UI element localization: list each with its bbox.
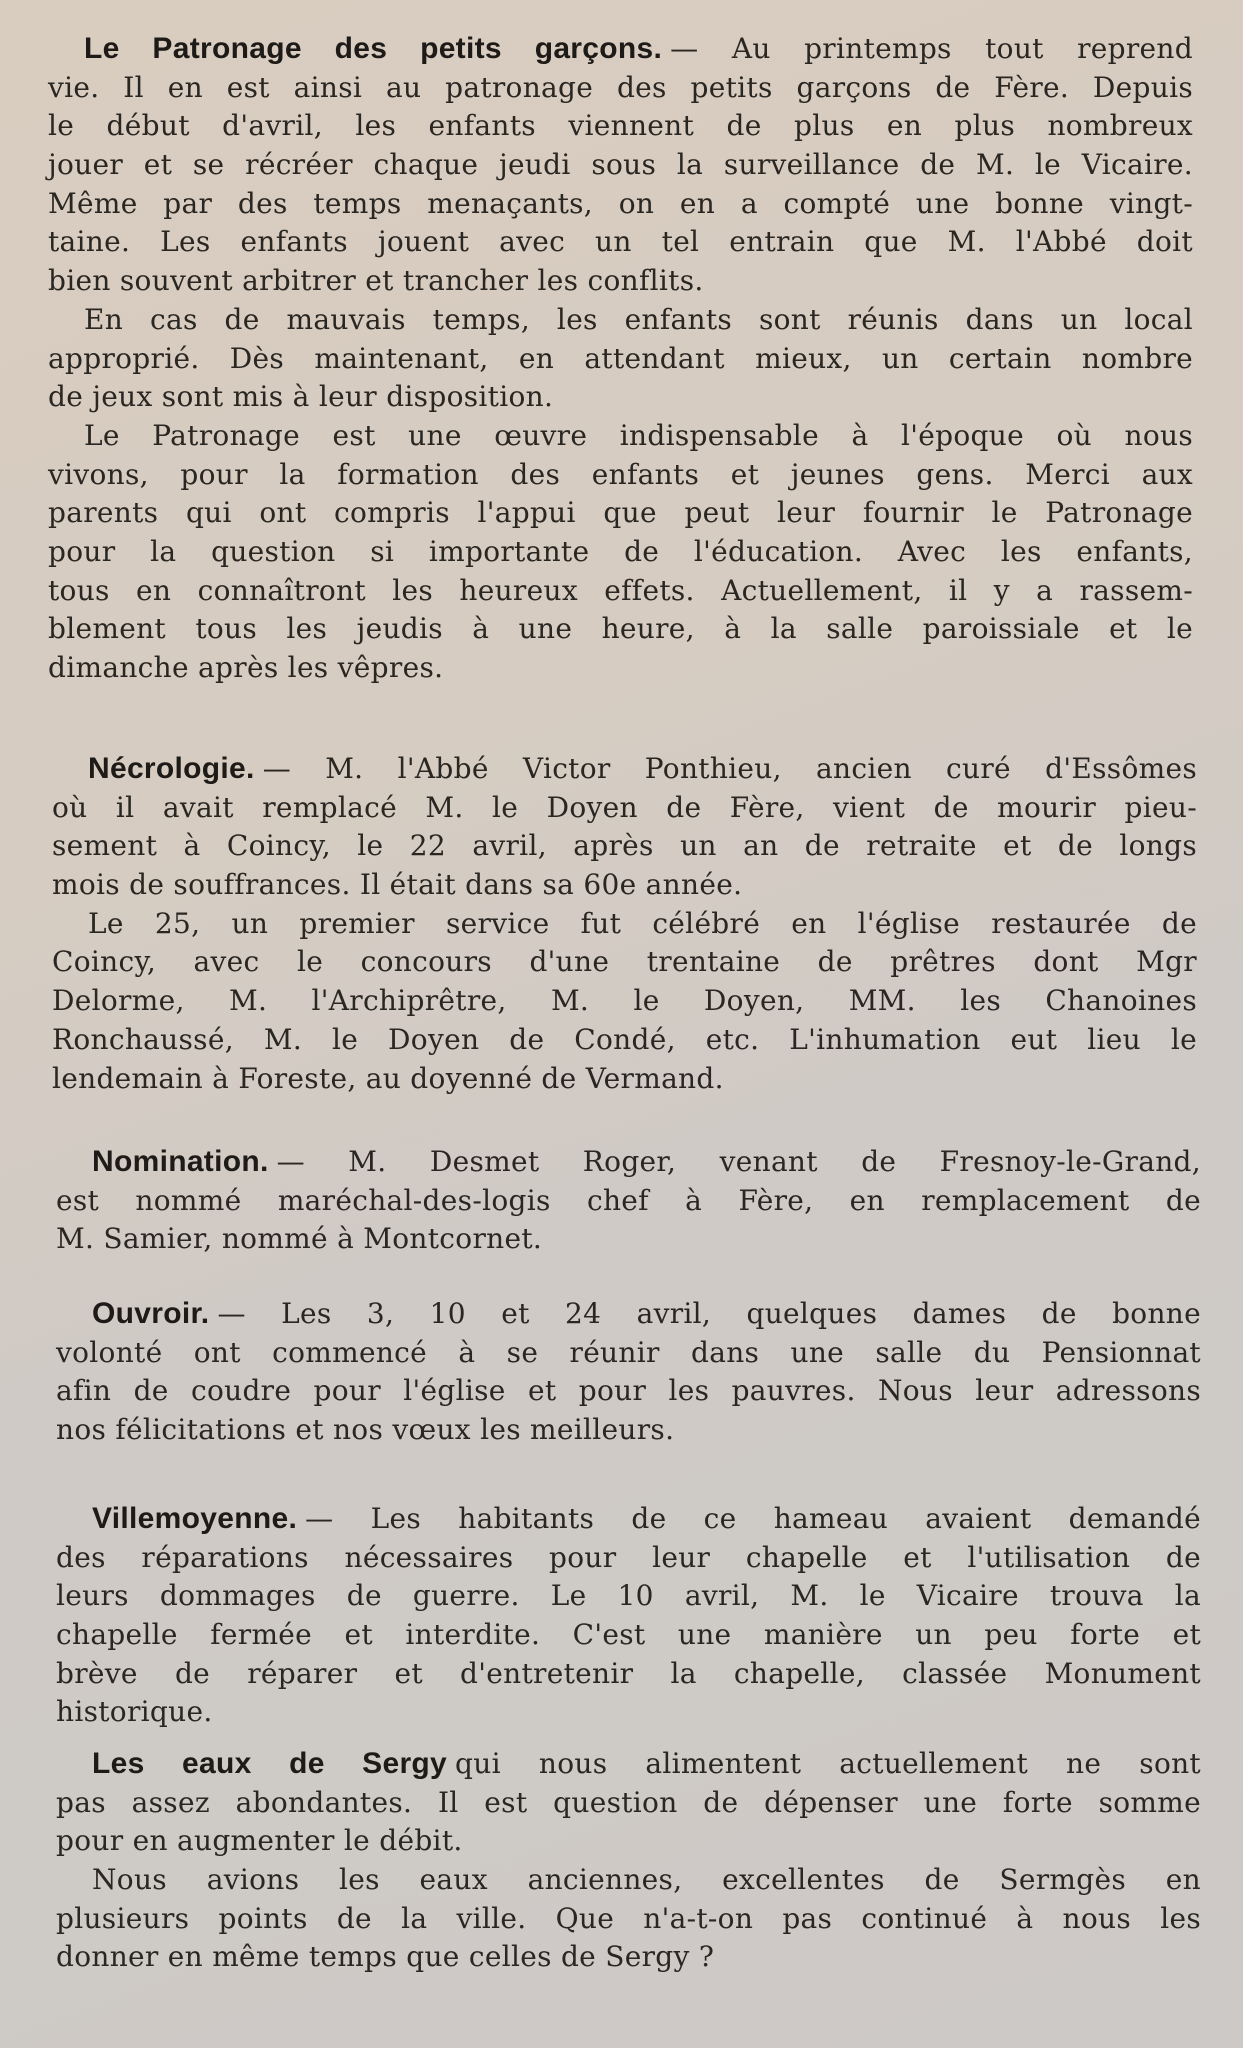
- line-text: approprié. Dès maintenant, en attendant mieux, un certain nombre: [48, 341, 1193, 375]
- text-line: [48, 572, 1193, 611]
- line-text: Même par des temps menaçants, on en a compté une bonne vingt-: [48, 186, 1193, 220]
- text-line: [52, 866, 1197, 905]
- text-line: [56, 1900, 1201, 1939]
- line-text: pour en augmenter le débit.: [56, 1824, 463, 1858]
- text-line: [56, 1500, 1201, 1539]
- line-text: lendemain à Foreste, au doyenné de Vermand.: [52, 1061, 724, 1095]
- text-line: [48, 456, 1193, 495]
- text-line: [48, 107, 1193, 146]
- line-text: — Les habitants de ce hameau avaient demandé: [305, 1502, 1201, 1535]
- section-heading: Villemoyenne.: [92, 1502, 298, 1535]
- article-section: [56, 1143, 1201, 1259]
- text-line: [52, 750, 1197, 789]
- text-line: [56, 1372, 1201, 1411]
- line-text: Ronchaussé, M. le Doyen de Condé, etc. L'inhumation eut lieu le: [52, 1022, 1197, 1056]
- line-text: de jeux sont mis à leur disposition.: [48, 380, 554, 414]
- text-line: [56, 1938, 1201, 1977]
- line-text: — M. Desmet Roger, venant de Fresnoy-le-Grand,: [276, 1145, 1201, 1178]
- line-text: où il avait remplacé M. le Doyen de Fère, vient de mourir pieu-: [52, 790, 1197, 824]
- line-text: Le 25, un premier service fut célébré en l'église restaurée de: [88, 906, 1197, 940]
- line-text: qui nous alimentent actuellement ne sont: [455, 1747, 1201, 1780]
- article-section: [56, 1295, 1201, 1450]
- line-text: brève de réparer et d'entretenir la chapelle, classée Monument: [56, 1656, 1201, 1690]
- text-line: [56, 1334, 1201, 1373]
- text-line: [56, 1143, 1201, 1182]
- line-text: mois de souffrances. Il était dans sa 60e année.: [52, 868, 743, 902]
- article-section: [56, 1745, 1201, 1977]
- text-line: [56, 1539, 1201, 1578]
- text-line: [48, 30, 1193, 69]
- line-text: En cas de mauvais temps, les enfants sont réunis dans un local: [84, 302, 1193, 336]
- line-text: dimanche après les vêpres.: [48, 651, 444, 684]
- line-text: volonté ont commencé à se réunir dans une salle du Pensionnat: [56, 1335, 1201, 1369]
- text-line: [48, 649, 1193, 688]
- text-line: [48, 533, 1193, 572]
- line-text: pas assez abondantes. Il est question de dépenser une forte somme: [56, 1785, 1201, 1819]
- section-heading: Les eaux de Sergy: [92, 1747, 448, 1780]
- text-line: [56, 1861, 1201, 1900]
- line-text: afin de coudre pour l'église et pour les pauvres. Nous leur adressons: [56, 1374, 1201, 1408]
- line-text: nos félicitations et nos vœux les meilleurs.: [56, 1413, 675, 1447]
- line-text: — Au printemps tout reprend: [670, 32, 1193, 65]
- text-line: [52, 905, 1197, 944]
- text-line: [56, 1693, 1201, 1732]
- line-text: des réparations nécessaires pour leur chapelle et l'utilisation de: [56, 1540, 1201, 1574]
- text-line: [56, 1411, 1201, 1450]
- article-section: [52, 750, 1197, 1098]
- text-line: [56, 1577, 1201, 1616]
- text-line: [56, 1822, 1201, 1861]
- line-text: Nous avions les eaux anciennes, excellentes de Sermgès en: [92, 1863, 1201, 1897]
- line-text: Coincy, avec le concours d'une trentaine de prêtres dont Mgr: [52, 945, 1197, 979]
- section-heading: Ouvroir.: [92, 1297, 210, 1330]
- text-line: [48, 340, 1193, 379]
- line-text: taine. Les enfants jouent avec un tel entrain que M. l'Abbé doit: [48, 225, 1193, 259]
- line-text: sement à Coincy, le 22 avril, après un an de retraite et de longs: [52, 829, 1197, 863]
- text-line: [56, 1295, 1201, 1334]
- article-section: [48, 30, 1193, 688]
- line-text: tous en connaîtront les heureux effets. Actuellement, il y a rassem-: [48, 573, 1193, 607]
- text-line: [48, 417, 1193, 456]
- line-text: historique.: [56, 1695, 213, 1729]
- text-line: [52, 982, 1197, 1021]
- line-text: le début d'avril, les enfants viennent de plus en plus nombreux: [48, 109, 1193, 143]
- line-text: vivons, pour la formation des enfants et jeunes gens. Merci aux: [48, 457, 1193, 491]
- line-text: bien souvent arbitrer et trancher les conflits.: [48, 264, 704, 298]
- text-line: [56, 1655, 1201, 1694]
- text-line: [52, 827, 1197, 866]
- line-text: plusieurs points de la ville. Que n'a-t-on pas continué à nous les: [56, 1901, 1201, 1935]
- line-text: M. Samier, nommé à Montcornet.: [56, 1222, 543, 1256]
- text-line: [48, 610, 1193, 649]
- text-line: [52, 789, 1197, 828]
- line-text: — M. l'Abbé Victor Ponthieu, ancien curé d'Essômes: [262, 752, 1197, 785]
- line-text: — Les 3, 10 et 24 avril, quelques dames de bonne: [217, 1297, 1201, 1330]
- text-line: [48, 185, 1193, 224]
- text-line: [48, 301, 1193, 340]
- text-line: [56, 1182, 1201, 1221]
- text-line: [52, 1021, 1197, 1060]
- text-line: [52, 1060, 1197, 1099]
- line-text: Le Patronage est une œuvre indispensable à l'époque où nous: [84, 418, 1193, 452]
- section-heading: Nécrologie.: [88, 752, 255, 785]
- text-line: [48, 69, 1193, 108]
- text-line: [48, 262, 1193, 301]
- line-text: est nommé maréchal-des-logis chef à Fère, en remplacement de: [56, 1183, 1201, 1217]
- line-text: Delorme, M. l'Archiprêtre, M. le Doyen, MM. les Chanoines: [52, 984, 1197, 1018]
- line-text: jouer et se récréer chaque jeudi sous la surveillance de M. le Vicaire.: [48, 148, 1193, 182]
- text-line: [56, 1616, 1201, 1655]
- line-text: pour la question si importante de l'éducation. Avec les enfants,: [48, 534, 1193, 568]
- line-text: blement tous les jeudis à une heure, à la salle paroissiale et le: [48, 612, 1193, 646]
- text-line: [48, 494, 1193, 533]
- section-heading: Le Patronage des petits garçons.: [84, 32, 663, 65]
- line-text: chapelle fermée et interdite. C'est une manière un peu forte et: [56, 1618, 1201, 1652]
- text-line: [52, 943, 1197, 982]
- line-text: donner en même temps que celles de Sergy ?: [56, 1940, 715, 1974]
- text-line: [48, 223, 1193, 262]
- text-line: [48, 378, 1193, 417]
- line-text: parents qui ont compris l'appui que peut leur fournir le Patronage: [48, 496, 1193, 530]
- section-heading: Nomination.: [92, 1145, 269, 1178]
- text-line: [56, 1784, 1201, 1823]
- article-section: [56, 1500, 1201, 1732]
- line-text: vie. Il en est ainsi au patronage des petits garçons de Fère. Depuis: [48, 70, 1193, 104]
- text-line: [48, 146, 1193, 185]
- text-line: [56, 1745, 1201, 1784]
- text-line: [56, 1220, 1201, 1259]
- line-text: leurs dommages de guerre. Le 10 avril, M. le Vicaire trouva la: [56, 1579, 1201, 1613]
